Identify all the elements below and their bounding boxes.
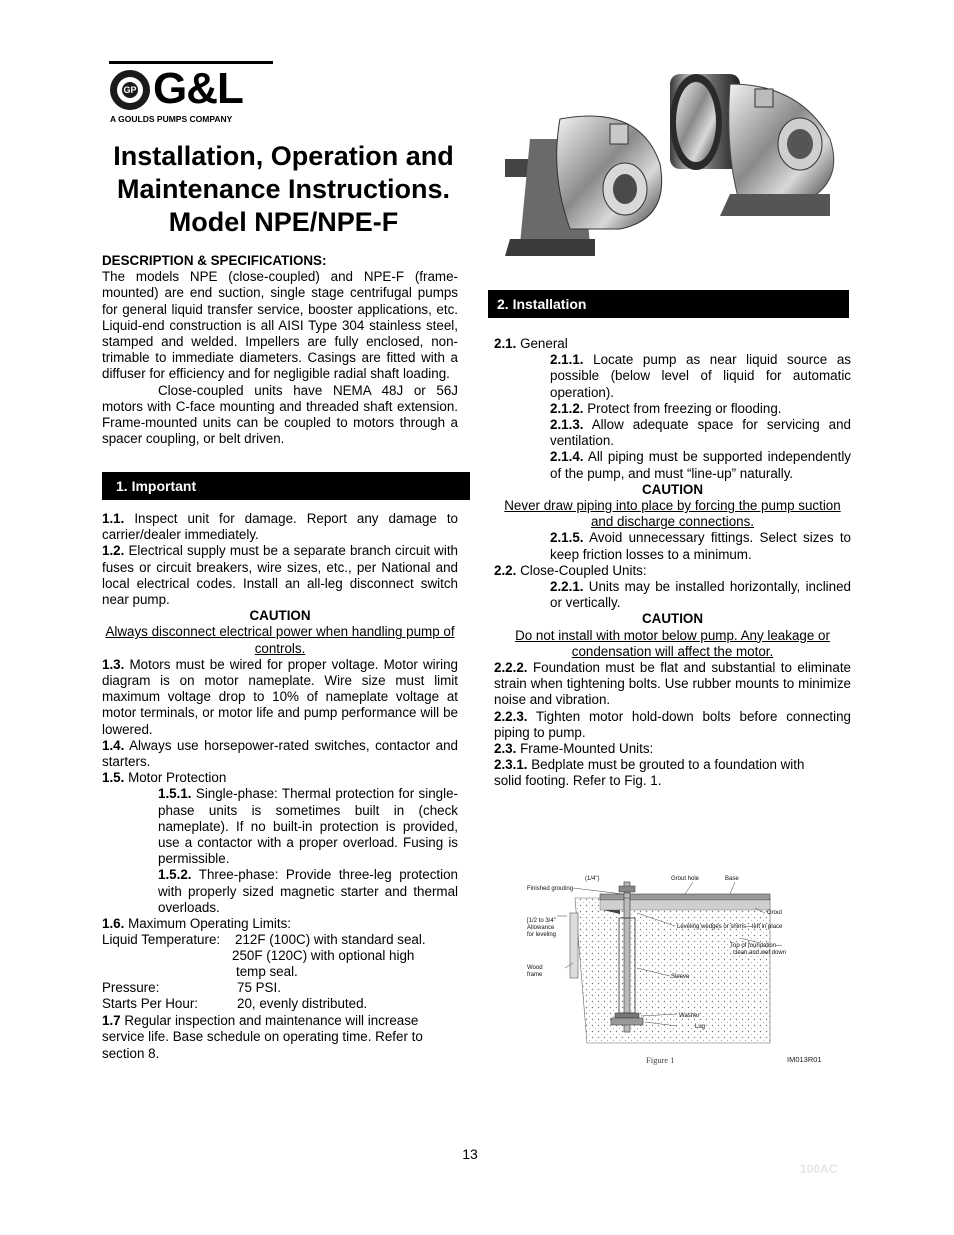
installation-section xyxy=(494,336,851,790)
fig-label-finished-grouting: Finished grouting xyxy=(527,886,574,892)
fig-label-lug: Lug xyxy=(695,1024,706,1030)
logo-tagline: A GOULDS PUMPS COMPANY xyxy=(110,114,233,124)
item-2-2-3: 2.2.3. Tighten motor hold-down bolts before connecting piping to pump. xyxy=(494,708,851,740)
item-2-1-4: 2.1.4. All piping must be supported independently of the pump, and must “line-up” naturally. xyxy=(550,449,851,481)
foundation-diagram xyxy=(525,868,830,1073)
description-para-1: The models NPE (close-coupled) and NPE-F (frame-mounted) are end suction, single stage centrifugal pumps for general liquid transfer service, booster applications, etc. Liquid-end construction is all AISI Type 304 stainless steel, stamped and welded. Impellers are fully enclosed, non-trimable to immediate diameters. Casings are fitted with a diffuser for efficiency and for negligible radial shaft loading. xyxy=(102,269,458,382)
item-2-2-2: 2.2.2. Foundation must be flat and substantial to eliminate strain when tightening bolts. Use rubber mounts to minimize noise and vibration. xyxy=(494,660,851,708)
item-1-5: 1.5. Motor Protection xyxy=(102,770,227,786)
fig-label-washer: Washer xyxy=(679,1013,700,1019)
caution-label: CAUTION xyxy=(642,611,703,627)
item-1-6: 1.6. Maximum Operating Limits: xyxy=(102,916,292,932)
item-2-1: 2.1. General xyxy=(494,336,568,351)
item-2-2-1: 2.2.1. Units may be installed horizontally, inclined or vertically. xyxy=(550,579,851,611)
fig-label-allowance-1: [1/2 to 3/4" xyxy=(527,918,556,924)
logo-emblem-icon: GP xyxy=(110,70,150,110)
item-2-1-1: 2.1.1. Locate pump as near liquid source as possible (below level of liquid for automatic operation). xyxy=(550,352,851,400)
item-2-3-1: 2.3.1. Bedplate must be grouted to a foundation with solid footing. Refer to Fig. 1. xyxy=(494,757,805,789)
item-1-4: 1.4. Always use horsepower-rated switches, contactor and starters. xyxy=(102,737,458,770)
fig-label-top-2: clean and wet down xyxy=(733,950,787,956)
fig-label-grout: Grout xyxy=(767,910,783,916)
fig-label-base: Base xyxy=(725,876,739,882)
important-heading-bar: 1. Important xyxy=(102,472,470,500)
fig-label-allowance-2: Allowance xyxy=(527,925,555,931)
item-1-1: 1.1. Inspect unit for damage. Report any damage to carrier/dealer immediately. xyxy=(102,511,458,543)
item-1-2: 1.2. Electrical supply must be a separate branch circuit with fuses or circuit breakers, wire sizes, etc., per National and local electrical codes. Install an all-leg disconnect switch near pump. xyxy=(102,543,458,608)
fig-label-top-1: Top of foundation— xyxy=(730,943,783,949)
fig-label-sleeve: Sleeve xyxy=(671,974,690,980)
installation-heading-bar: 2. Installation xyxy=(488,290,849,318)
item-2-1-5: 2.1.5. Avoid unnecessary fittings. Select sizes to keep friction losses to a minimum. xyxy=(550,530,851,562)
doc-code: 100AC xyxy=(800,1162,838,1176)
fig-label-leveling: Leveling wedges or shims—left in place xyxy=(677,924,783,930)
item-1-5-1: 1.5.1. Single-phase: Thermal protection for single-phase units is sometimes built in (check nameplate). If no built-in protection is provided, use a contactor with a proper overload. Fusing is permissible. xyxy=(158,786,458,867)
fig-label-wood-2: frame xyxy=(527,972,543,978)
logo-brand: G&L xyxy=(153,64,243,113)
caution-label: CAUTION xyxy=(249,608,311,624)
fig-label-quarter: (1/4") xyxy=(585,876,600,882)
pump-photo xyxy=(500,44,855,264)
caution-text: Always disconnect electrical power when handling pump of controls. xyxy=(105,624,455,656)
page-title: Installation, Operation and Maintenance Instructions. Model NPE/NPE-F xyxy=(113,141,454,237)
caution-text: Never draw piping into place by forcing the pump suction and discharge connections. xyxy=(504,498,841,530)
page-number: 13 xyxy=(462,1146,478,1162)
item-1-5-2: 1.5.2. Three-phase: Provide three-leg protection with properly sized magnetic starter and thermal overloads. xyxy=(158,867,458,915)
figure-code: IM013R01 xyxy=(787,1055,822,1064)
item-1-3: 1.3. Motors must be wired for proper voltage. Motor wiring diagram is on motor nameplate. Wire size must limit maximum voltage drop to 10% of nameplate voltage at motor terminals, or motor life and pump performance will be lowered. xyxy=(102,656,458,737)
fig-label-allowance-3: for leveling xyxy=(527,932,557,938)
item-2-2: 2.2. Close-Coupled Units: xyxy=(494,562,647,578)
caution-text: Do not install with motor below pump. Any leakage or condensation will affect the motor. xyxy=(515,627,830,659)
figure-caption: Figure 1 xyxy=(646,1055,675,1065)
description-heading: DESCRIPTION & SPECIFICATIONS: xyxy=(102,253,327,268)
item-2-1-2: 2.1.2. Protect from freezing or flooding. xyxy=(550,400,782,416)
description-section xyxy=(102,253,458,447)
item-2-1-3: 2.1.3. Allow adequate space for servicing and ventilation. xyxy=(550,417,851,449)
caution-label: CAUTION xyxy=(642,481,703,497)
description-para-2: Close-coupled units have NEMA 48J or 56J motors with C-face mounting and threaded shaft extension. Frame-mounted units can be coupled to motors through a spacer coupling, or belt driven. xyxy=(102,382,458,447)
fig-label-grout-hole: Grout hole xyxy=(671,876,700,882)
item-1-7: 1.7 Regular inspection and maintenance will increase service life. Base schedule on operating time. Refer to section 8. xyxy=(102,1013,423,1061)
important-section xyxy=(102,511,458,1062)
limits-table: Liquid Temperature: 212F (100C) with standard seal. 250F (120C) with optional high temp seal. Pressure: 75 PSI. Starts Per Hour: 20, evenly distributed. xyxy=(102,932,426,1012)
item-2-3: 2.3. Frame-Mounted Units: xyxy=(494,741,654,757)
fig-label-wood-1: Wood xyxy=(527,965,543,971)
